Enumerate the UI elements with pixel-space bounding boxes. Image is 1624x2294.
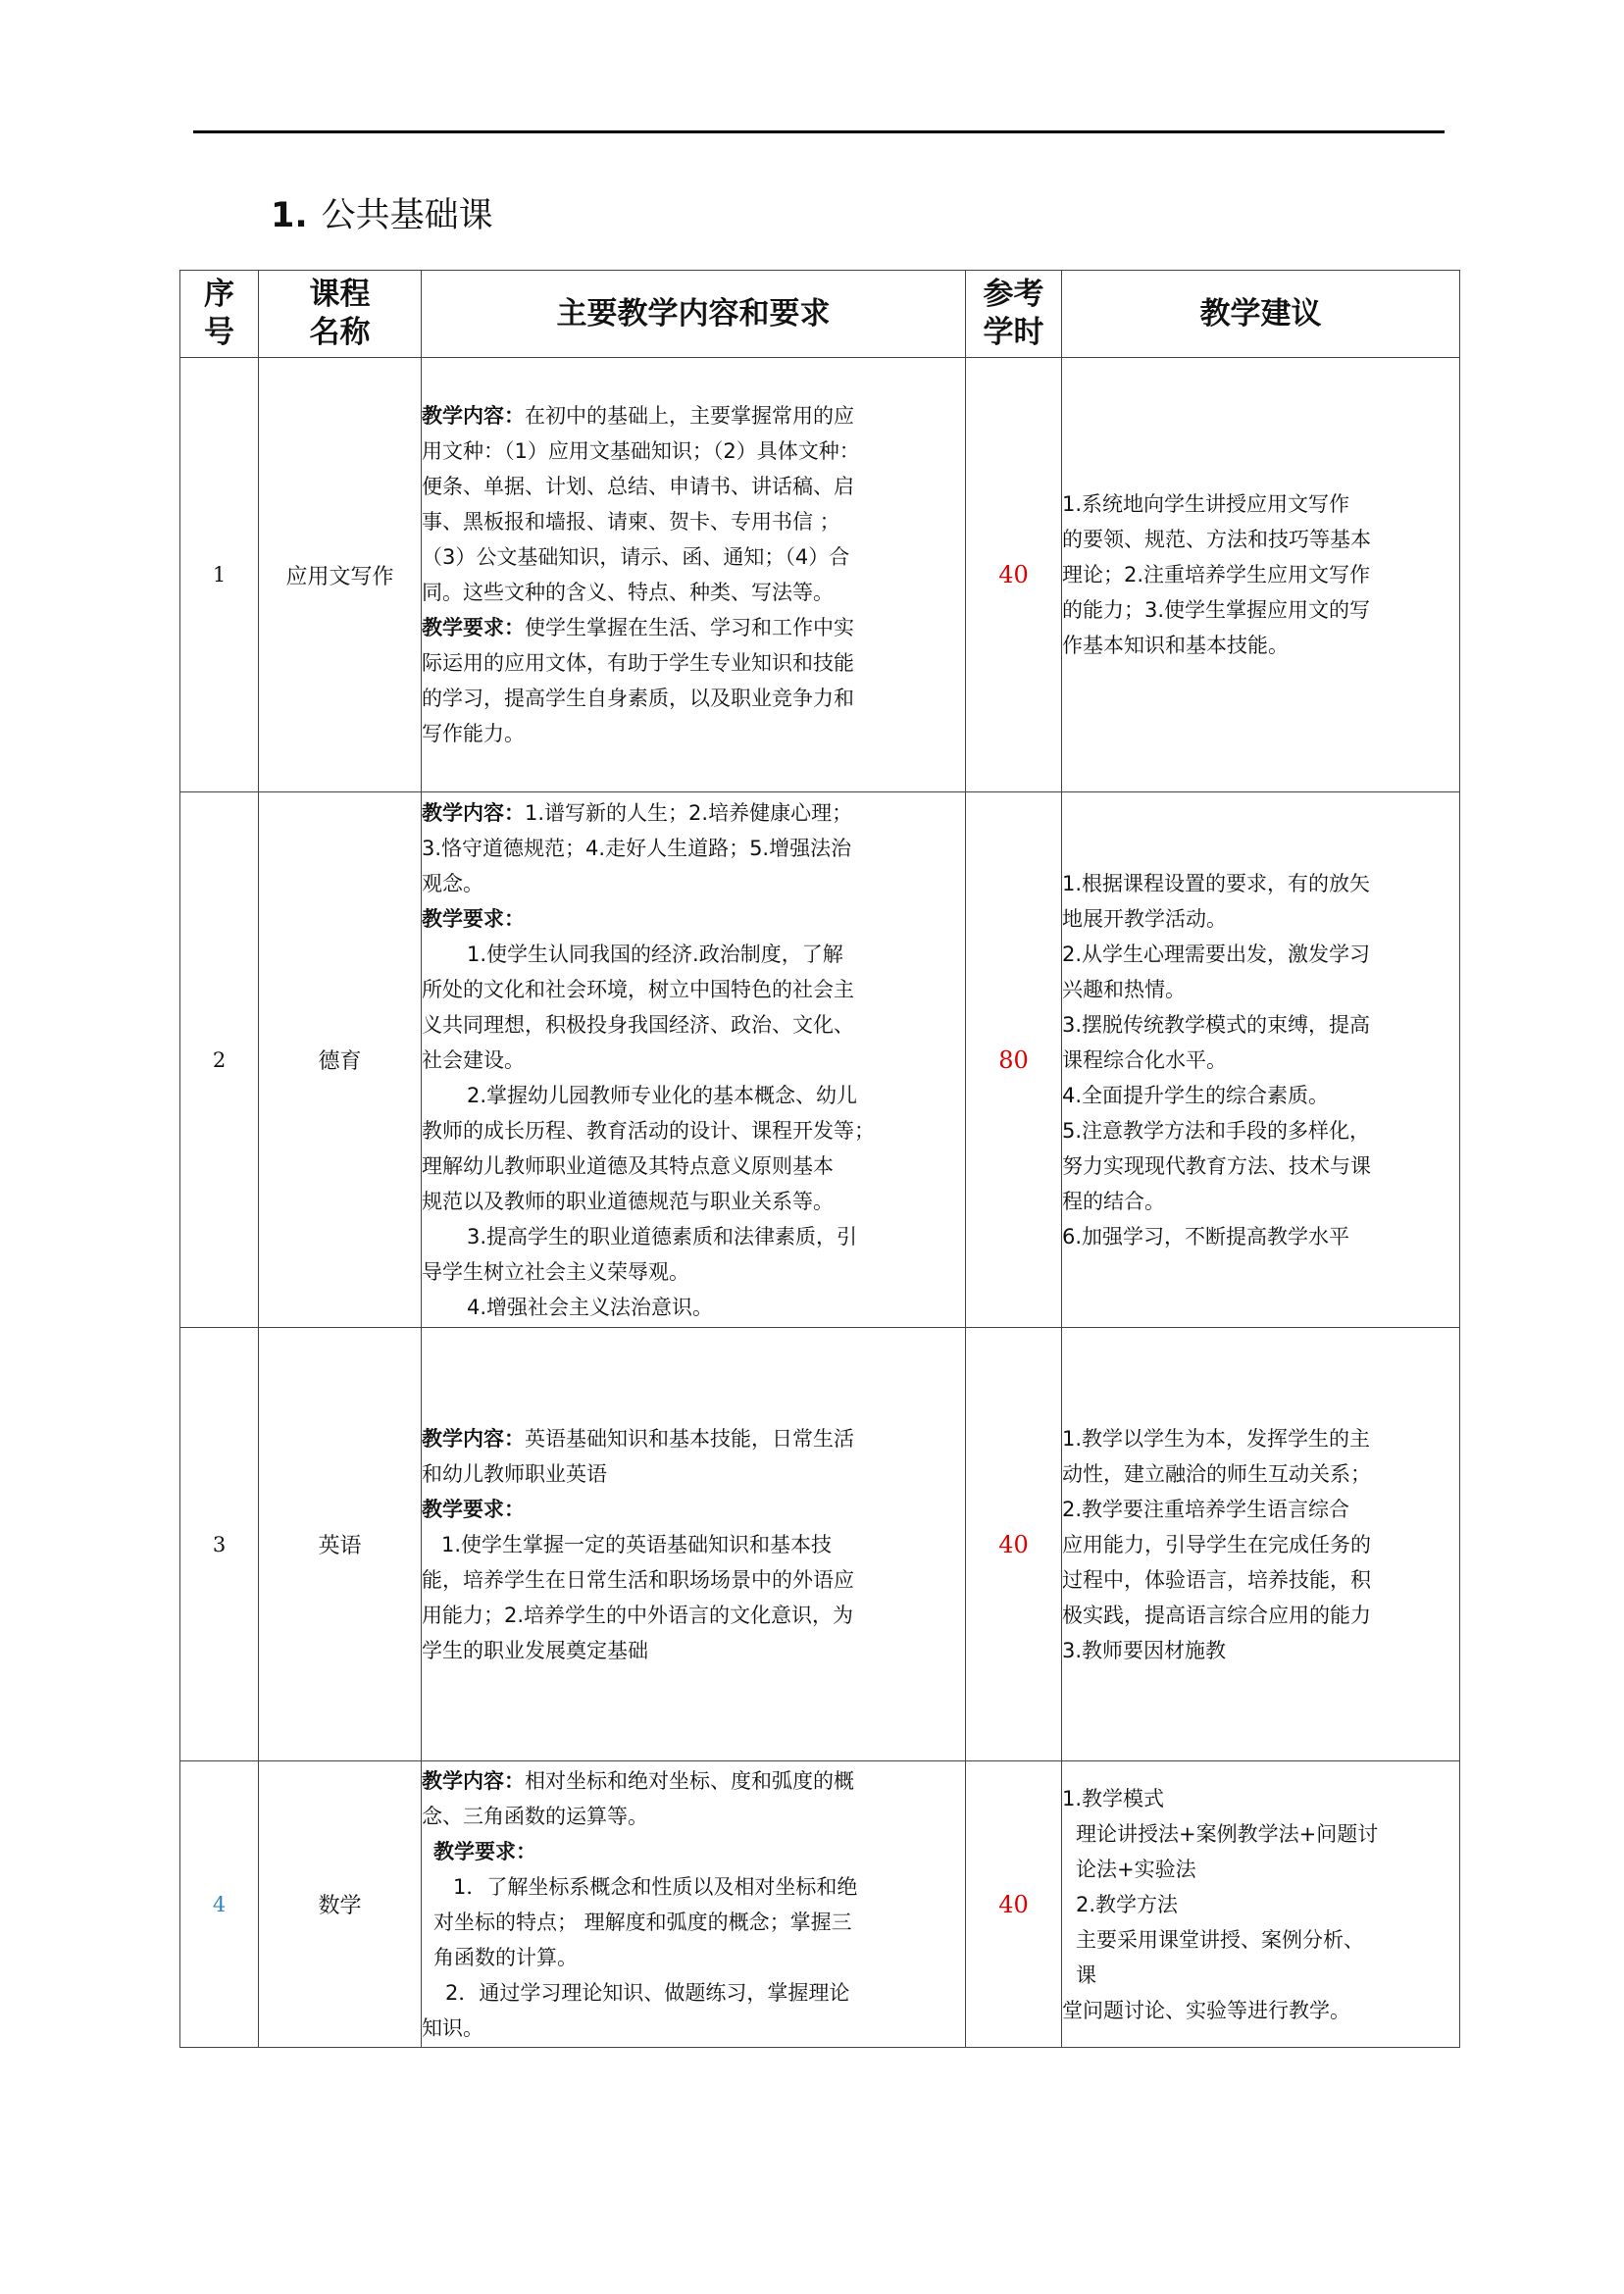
requirement-label: 教学要求： bbox=[433, 1839, 536, 1863]
teaching-advice: 1.教学以学生为本，发挥学生的主 动性，建立融洽的师生互动关系； 2.教学要注重培养学生语言综合 应用能力，引导学生在完成任务的 过程中，体验语言，培养技能，积 极实践，提高语言综合应用的能力 3.教师要因材施教 bbox=[1062, 1328, 1460, 1761]
section-number: 1. bbox=[271, 196, 308, 235]
header-content: 主要教学内容和要求 bbox=[422, 271, 966, 358]
teaching-advice: 1.系统地向学生讲授应用文写作 的要领、规范、方法和技巧等基本 理论；2.注重培养学生应用文写作 的能力；3.使学生掌握应用文的写 作基本知识和基本技能。 bbox=[1062, 358, 1460, 792]
header-name: 课程 名称 bbox=[259, 271, 422, 358]
course-hours: 80 bbox=[966, 792, 1062, 1328]
row-no: 3 bbox=[180, 1328, 259, 1761]
course-content: 教学内容：英语基础知识和基本技能，日常生活 和幼儿教师职业英语 教学要求： 1.使学生掌握一定的英语基础知识和基本技 能，培养学生在日常生活和职场场景中的外语应 用能力；2.培养学生的中外语言的文化意识，为 学生的职业发展奠定基础 bbox=[422, 1328, 966, 1761]
course-name: 数学 bbox=[259, 1761, 422, 2048]
course-content: 教学内容：在初中的基础上，主要掌握常用的应 用文种：（1）应用文基础知识；（2）具体文种： 便条、单据、计划、总结、申请书、讲话稿、启 事、黑板报和墙报、请柬、贺卡、专用书信 ； （3）公文基础知识，请示、函、通知；（4）合 同。这些文种的含义、特点、种类、写法等。 教学要求：使学生掌握在生活、学习和工作中实 际运用的应用文体，有助于学生专业知识和技能 的学习，提高学生自身素质，以及职业竞争力和 写作能力。 bbox=[422, 358, 966, 792]
teaching-advice: 1.根据课程设置的要求，有的放矢 地展开教学活动。 2.从学生心理需要出发，激发学习 兴趣和热情。 3.摆脱传统教学模式的束缚，提高 课程综合化水平。 4.全面提升学生的综合素质。 5.注意教学方法和手段的多样化， 努力实现现代教育方法、技术与课 程的结合。 6.加强学习，不断提高教学水平 bbox=[1062, 792, 1460, 1328]
course-name: 英语 bbox=[259, 1328, 422, 1761]
course-hours: 40 bbox=[966, 1761, 1062, 2048]
row-no: 4 bbox=[180, 1761, 259, 2048]
requirement-label: 教学要求： bbox=[422, 1497, 525, 1521]
course-hours: 40 bbox=[966, 1328, 1062, 1761]
content-label: 教学内容： bbox=[422, 1768, 525, 1793]
course-name: 德育 bbox=[259, 792, 422, 1328]
curriculum-table bbox=[179, 270, 1460, 2048]
table-row bbox=[180, 1328, 1460, 1761]
section-title-text: 公共基础课 bbox=[321, 196, 493, 235]
header-hours: 参考 学时 bbox=[966, 271, 1062, 358]
content-label: 教学内容： bbox=[422, 800, 525, 825]
top-rule bbox=[193, 130, 1445, 133]
requirement-label: 教学要求： bbox=[422, 906, 525, 931]
table-row bbox=[180, 358, 1460, 792]
course-name: 应用文写作 bbox=[259, 358, 422, 792]
row-no: 1 bbox=[180, 358, 259, 792]
table-row bbox=[180, 1761, 1460, 2048]
course-hours: 40 bbox=[966, 358, 1062, 792]
row-no: 2 bbox=[180, 792, 259, 1328]
header-no: 序 号 bbox=[180, 271, 259, 358]
content-label: 教学内容： bbox=[422, 404, 525, 428]
table-row bbox=[180, 792, 1460, 1328]
header-advice: 教学建议 bbox=[1062, 271, 1460, 358]
course-content: 教学内容：相对坐标和绝对坐标、度和弧度的概 念、三角函数的运算等。 教学要求： 1．了解坐标系概念和性质以及相对坐标和绝 对坐标的特点； 理解度和弧度的概念；掌握三 角函数的计算。 2．通过学习理论知识、做题练习，掌握理论 知识。 bbox=[422, 1761, 966, 2048]
content-label: 教学内容： bbox=[422, 1426, 525, 1451]
section-title bbox=[271, 194, 493, 237]
teaching-advice: 1.教学模式 理论讲授法+案例教学法+问题讨 论法+实验法 2.教学方法 主要采用课堂讲授、案例分析、 课 堂问题讨论、实验等进行教学。 bbox=[1062, 1761, 1460, 2048]
requirement-label: 教学要求： bbox=[422, 616, 525, 639]
table-header-row bbox=[180, 271, 1460, 358]
course-content: 教学内容：1.谱写新的人生；2.培养健康心理； 3.恪守道德规范；4.走好人生道路；5.增强法治 观念。 教学要求： 1.使学生认同我国的经济.政治制度，了解 所处的文化和社会环境，树立中国特色的社会主 义共同理想，积极投身我国经济、政治、文化、 社会建设。 2.掌握幼儿园教师专业化的基本概念、幼儿 教师的成长历程、教育活动的设计、课程开发等； 理解幼儿教师职业道德及其特点意义原则基本 规范以及教师的职业道德规范与职业关系等。 3.提高学生的职业道德素质和法律素质，引 导学生树立社会主义荣辱观。 4.增强社会主义法治意识。 bbox=[422, 792, 966, 1328]
